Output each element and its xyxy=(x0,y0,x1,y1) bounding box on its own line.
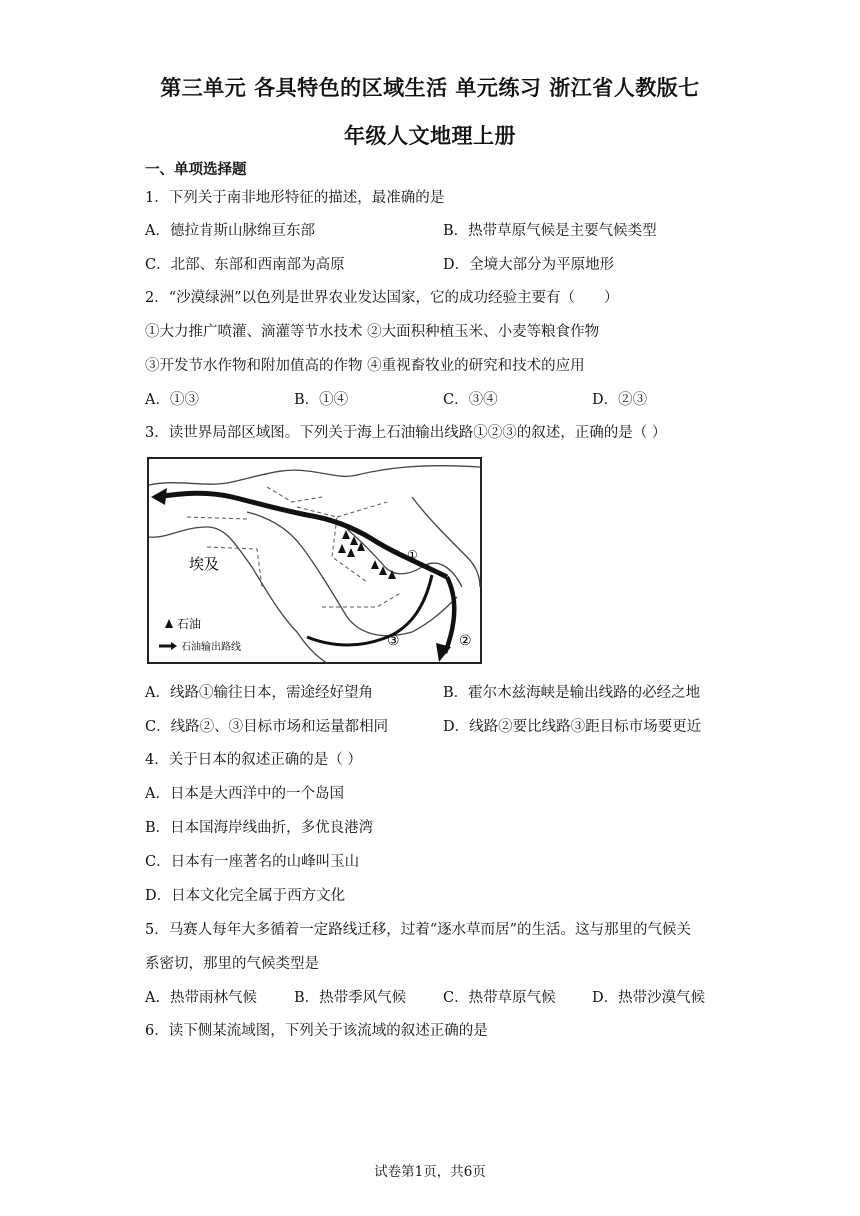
question-5-option-d: D．热带沙漠气候 xyxy=(592,990,706,1006)
question-4-option-c: C．日本有一座著名的山峰叫玉山 xyxy=(145,854,360,870)
question-2-statement-1: ①大力推广喷灌、滴灌等节水技术 ②大面积种植玉米、小麦等粮食作物 xyxy=(145,324,600,340)
question-3-option-c: C．线路②、③目标市场和运量都相同 xyxy=(145,719,389,735)
legend-oil-label: 石油 xyxy=(177,617,202,631)
question-3-option-d: D．线路②要比线路③距目标市场要更近 xyxy=(443,719,702,735)
question-2-statement-2: ③开发节水作物和附加值高的作物 ④重视畜牧业的研究和技术的应用 xyxy=(145,358,585,374)
page-title-line-1: 第三单元 各具特色的区域生活 单元练习 浙江省人教版七 xyxy=(160,76,700,100)
question-5-option-c: C．热带草原气候 xyxy=(443,990,556,1006)
question-3-option-a: A．线路①输往日本，需途经好望角 xyxy=(145,685,373,701)
oil-route-map xyxy=(147,457,482,664)
page-title-line-2: 年级人文地理上册 xyxy=(344,124,516,148)
question-5-stem-line-1: 5．马赛人每年大多循着一定路线迁移，过着“逐水草而居”的生活。这与那里的气候关 xyxy=(145,922,692,938)
question-3-option-b: B．霍尔木兹海峡是输出线路的必经之地 xyxy=(443,685,701,701)
question-2-option-b: B．①④ xyxy=(294,392,349,408)
question-2-stem: 2．“沙漠绿洲”以色列是世界农业发达国家，它的成功经验主要有（ ） xyxy=(145,290,619,306)
route-3-label: ③ xyxy=(387,633,400,649)
question-2-option-c: C．③④ xyxy=(443,392,498,408)
legend-route-label: 石油输出路线 xyxy=(181,642,241,653)
page-footer: 试卷第1页，共6页 xyxy=(374,1164,486,1180)
question-5-stem-line-2: 系密切，那里的气候类型是 xyxy=(145,956,319,972)
question-1-option-a: A．德拉肯斯山脉绵亘东部 xyxy=(145,223,315,239)
question-4-option-d: D．日本文化完全属于西方文化 xyxy=(145,888,346,904)
question-1-option-d: D．全境大部分为平原地形 xyxy=(443,257,615,273)
route-2-label: ② xyxy=(459,633,472,649)
question-1-option-c: C．北部、东部和西南部为高原 xyxy=(145,257,345,273)
section-heading: 一、单项选择题 xyxy=(145,162,247,178)
question-2-option-d: D．②③ xyxy=(592,392,648,408)
route-1-label: ① xyxy=(407,548,418,562)
question-4-stem: 4．关于日本的叙述正确的是（ ） xyxy=(145,752,362,768)
question-6-stem: 6．读下侧某流域图，下列关于该流域的叙述正确的是 xyxy=(145,1023,488,1039)
question-5-option-a: A．热带雨林气候 xyxy=(145,990,257,1006)
question-4-option-a: A．日本是大西洋中的一个岛国 xyxy=(145,786,344,802)
question-1-option-b: B．热带草原气候是主要气候类型 xyxy=(443,223,657,239)
question-3-stem: 3．读世界局部区域图。下列关于海上石油输出线路①②③的叙述，正确的是（ ） xyxy=(145,425,667,441)
question-4-option-b: B．日本国海岸线曲折，多优良港湾 xyxy=(145,820,374,836)
question-5-option-b: B．热带季风气候 xyxy=(294,990,407,1006)
question-2-option-a: A．①③ xyxy=(145,392,199,408)
question-1-stem: 1．下列关于南非地形特征的描述，最准确的是 xyxy=(145,190,445,206)
map-label-egypt: 埃及 xyxy=(189,555,220,573)
